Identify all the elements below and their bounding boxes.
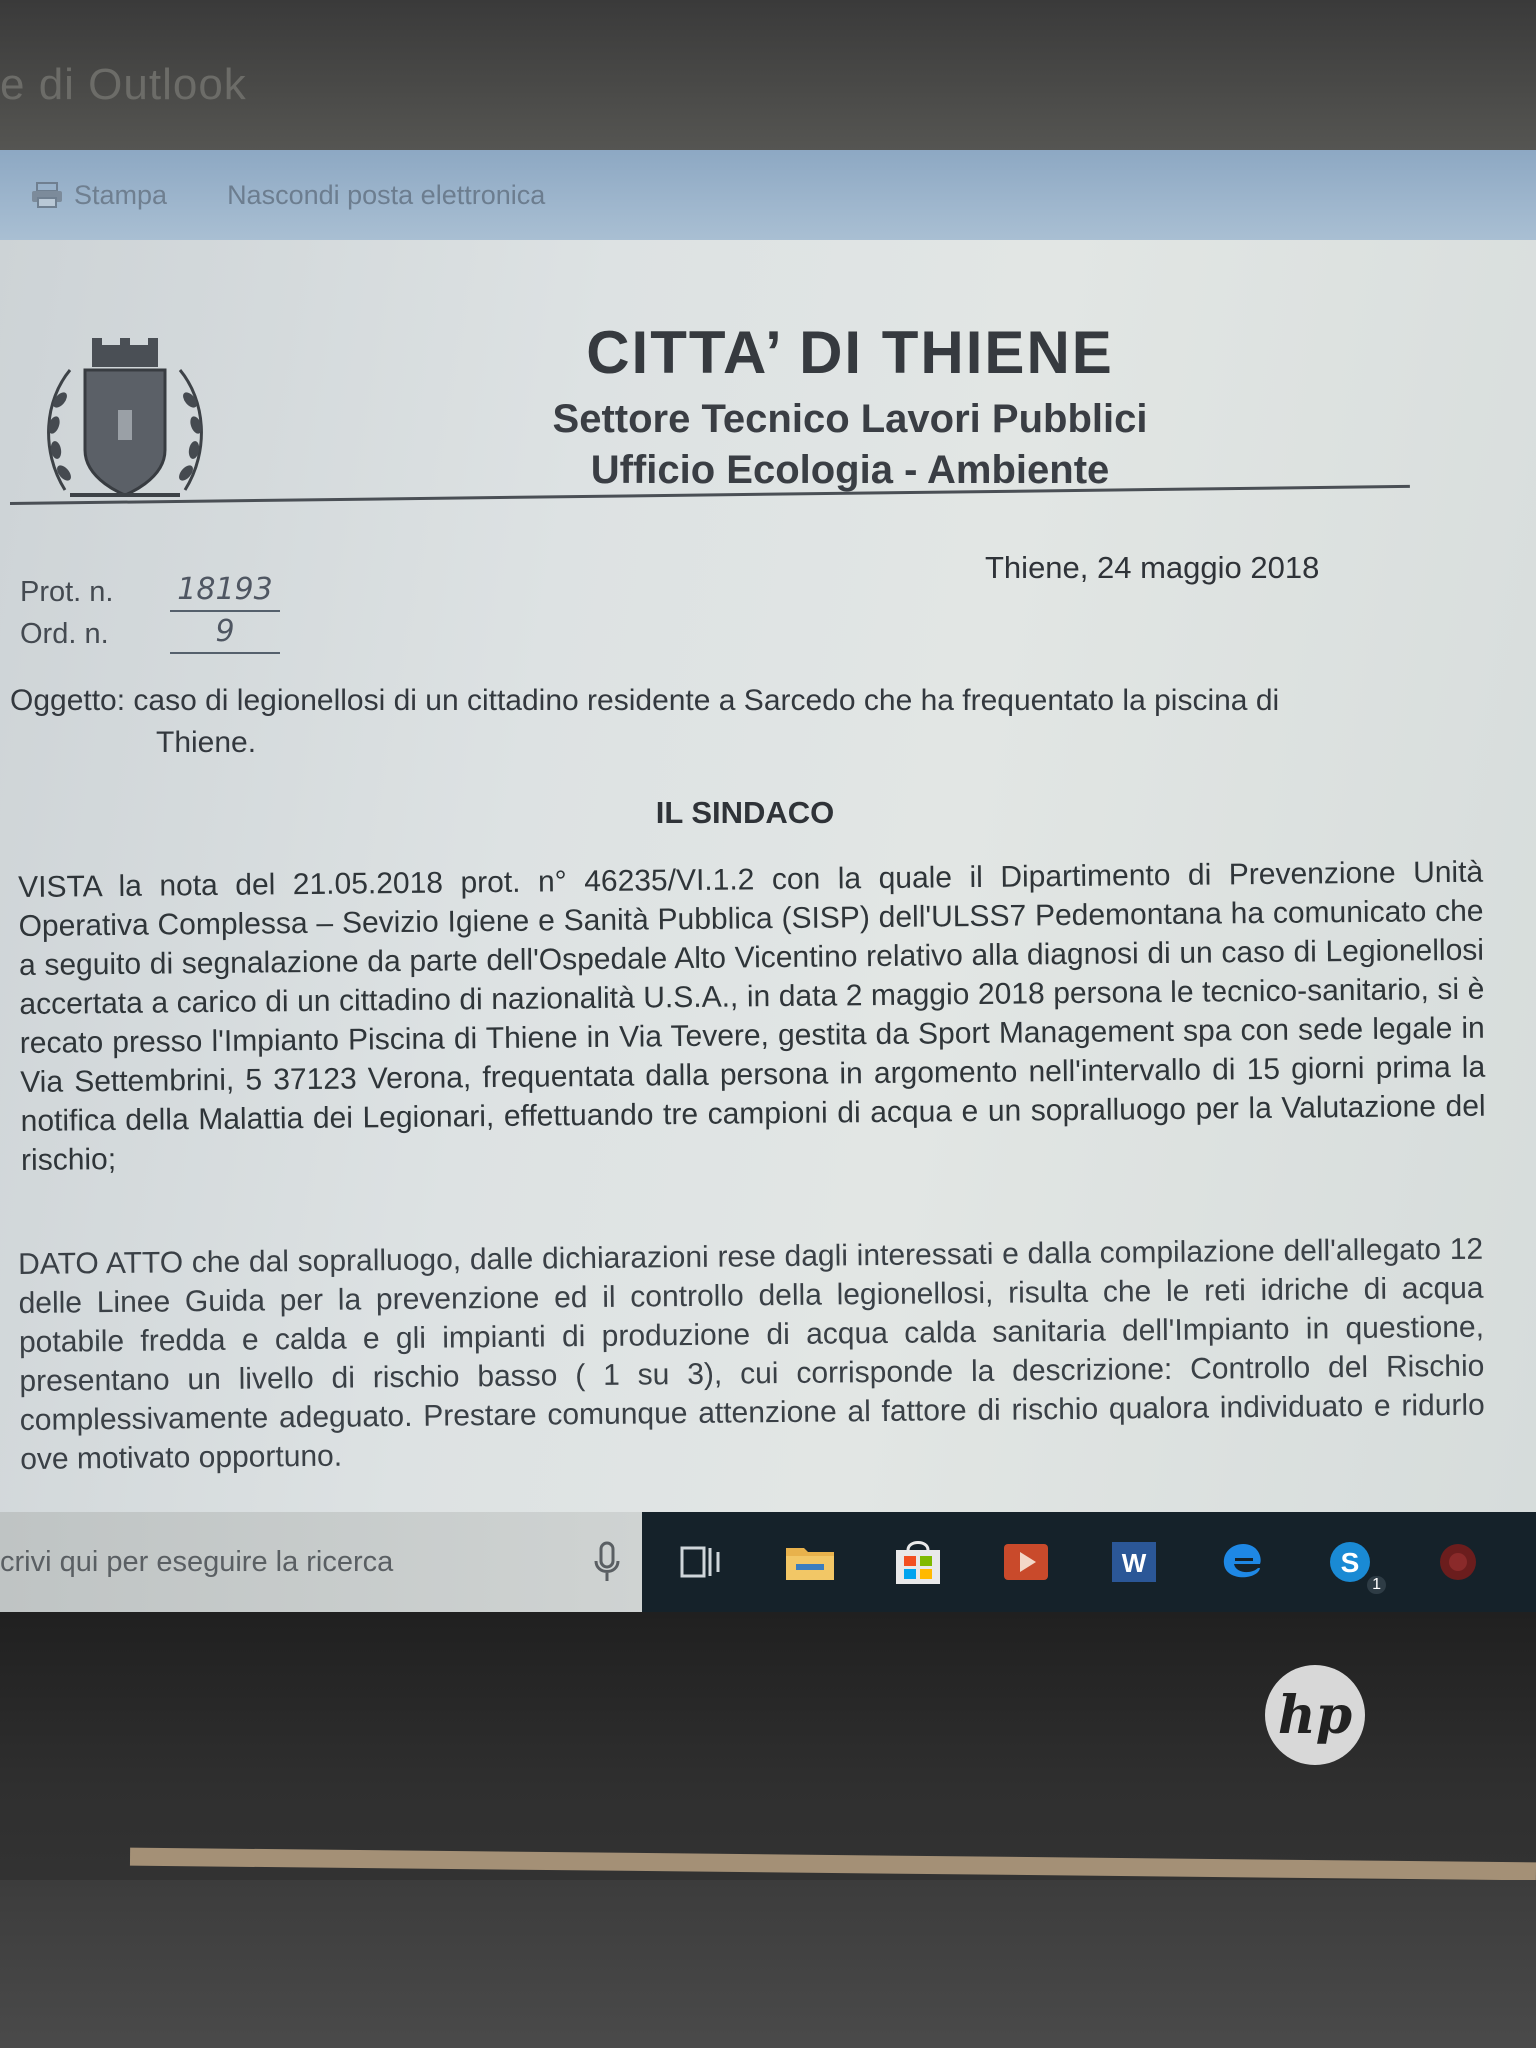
word-icon[interactable]: [1104, 1532, 1164, 1592]
subject-line-1: caso di legionellosi di un cittadino residente a Sarcedo che ha frequentato la piscina di: [133, 684, 1280, 717]
edge-browser-icon[interactable]: [1212, 1532, 1272, 1592]
ord-value: 9: [170, 612, 280, 654]
store-icon[interactable]: [888, 1532, 948, 1592]
file-explorer-icon[interactable]: [780, 1532, 840, 1592]
window-title-bar: [0, 0, 1536, 150]
media-player-icon[interactable]: [996, 1532, 1056, 1592]
windows-taskbar: [0, 1512, 1536, 1612]
office-name: Ufficio Ecologia - Ambiente: [590, 448, 1110, 492]
hp-logo-icon: [1265, 1665, 1365, 1765]
window-title: e di Outlook: [0, 60, 247, 109]
paragraph-dato-atto: DATO ATTO che dal sopralluogo, dalle dichiarazioni rese dagli interessati e dalla compilazione dell'allegato 12 delle Linee Guida per la prevenzione ed il controllo della legionellosi, risulta che le reti idriche di acqua potabile fredda e calda e gli impianti di produzione di acqua calda sanitaria dell'Impianto in questione, presentano un livello di rischio basso ( 1 su 3), cui corrisponde la descrizione: Controllo del Rischio complessivamente adeguato. Prestare comunque attenzione al fattore di rischio qualora individuato e ridurlo ove motivato opportuno.: [18, 1232, 1485, 1476]
taskbar-apps: [642, 1512, 1536, 1612]
ord-label: Ord. n.: [20, 618, 109, 650]
skype-badge: 1: [1367, 1576, 1386, 1594]
skype-icon[interactable]: [1320, 1532, 1380, 1592]
print-label: Stampa: [74, 179, 168, 210]
printer-icon: [30, 181, 64, 209]
message-toolbar: [0, 150, 1536, 240]
subject-block: [10, 680, 1500, 764]
taskbar-search-box[interactable]: [0, 1512, 642, 1612]
svg-text:S: S: [1340, 1547, 1360, 1578]
document-date: Thiene, 24 maggio 2018: [985, 550, 1320, 585]
document-sheet: [0, 240, 1536, 1512]
department-name: Settore Tecnico Lavori Pubblici: [552, 397, 1148, 441]
prot-label: Prot. n.: [20, 576, 114, 608]
task-view-icon[interactable]: [672, 1532, 732, 1592]
hide-email-button[interactable]: Nascondi posta elettronica: [227, 179, 546, 210]
city-crest-icon: [30, 330, 220, 520]
paragraph-vista: VISTA la nota del 21.05.2018 prot. n° 46235/VI.1.2 con la quale il Dipartimento di Prevenzione Unità Operativa Complessa – Sevizio Igiene e Sanità Pubblica (SISP) dell'ULSS7 Pedemontana ha comunicato che a seguito di segnalazione da parte dell'Ospedale Alto Vicentino relativo alla diagnosi di un caso di Legionellosi accertata a carico di un cittadino di nazionalità U.S.A., in data 2 maggio 2018 persona le tecnico-sanitario, si è recato presso l'Impianto Piscina di Thiene in Via Tevere, gestita da Sport Management spa con sede legale in Via Settembrini, 5 37123 Verona, frequentata dalla persona in argomento nell'intervallo di 15 giorni prima la notifica della Malattia dei Legionari, effettuando tre campioni di acqua e un sopralluogo per la Valutazione del rischio;: [18, 855, 1486, 1177]
prot-value: 18193: [170, 570, 280, 612]
print-button[interactable]: [30, 180, 167, 211]
city-name: CITTA’ DI THIENE: [586, 319, 1114, 386]
red-app-icon[interactable]: [1428, 1532, 1488, 1592]
subject-label: Oggetto:: [10, 684, 126, 717]
letterhead: [430, 318, 1270, 493]
section-heading: IL SINDACO: [655, 795, 835, 830]
svg-text:W: W: [1121, 1548, 1147, 1578]
search-placeholder: crivi qui per eseguire la ricerca: [0, 1545, 394, 1578]
brand-text: hp: [1277, 1684, 1353, 1746]
protocol-block: [20, 570, 280, 654]
laptop-base: [0, 1880, 1536, 2048]
subject-line-2: Thiene.: [156, 726, 257, 759]
microphone-icon[interactable]: [592, 1539, 622, 1585]
